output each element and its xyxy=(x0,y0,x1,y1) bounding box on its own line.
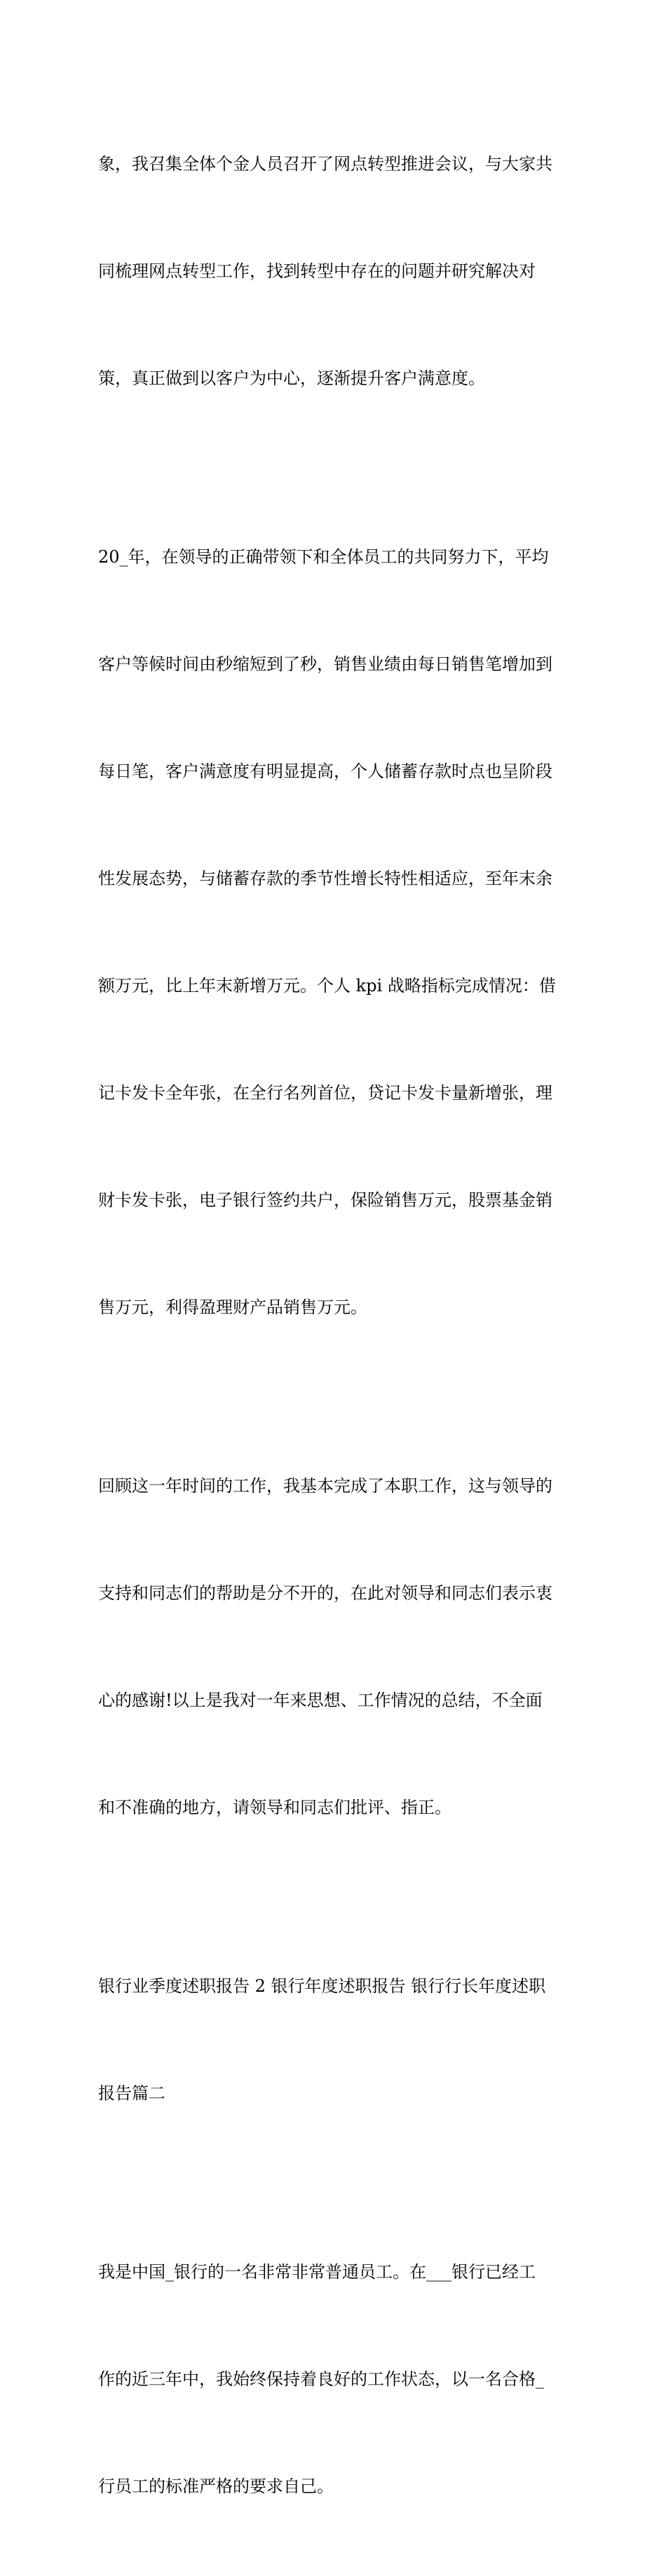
text-line: 同梳理网点转型工作，找到转型中存在的问题并研究解决对 xyxy=(98,261,536,281)
paragraph-1 xyxy=(98,75,569,468)
paragraph-5 xyxy=(98,2183,569,2576)
paragraph-2 xyxy=(98,468,569,1397)
text-line: 性发展态势，与储蓄存款的季节性增长特性相适应，至年末余 xyxy=(98,869,552,888)
text-line: 银行业季度述职报告 2 银行年度述职报告 银行行长年度述职 xyxy=(98,1976,546,1996)
text-line: 报告篇二 xyxy=(98,2083,165,2103)
text-line: 我是中国_银行的一名非常非常普通员工。在___银行已经工 xyxy=(98,2262,536,2282)
text-line: 财卡发卡张，电子银行签约共户，保险销售万元，股票基金销 xyxy=(98,1190,552,1210)
text-line: 记卡发卡全年张，在全行名列首位，贷记卡发卡量新增张，理 xyxy=(98,1083,552,1103)
text-line: 客户等候时间由秒缩短到了秒，销售业绩由每日销售笔增加到 xyxy=(98,654,552,674)
text-line: 作的近三年中，我始终保持着良好的工作状态，以一名合格_ xyxy=(98,2369,544,2389)
paragraph-3 xyxy=(98,1397,569,1897)
text-line: 象，我召集全体个金人员召开了网点转型推进会议，与大家共 xyxy=(98,154,552,174)
text-line: 每日笔，客户满意度有明显提高，个人储蓄存款时点也呈阶段 xyxy=(98,762,552,781)
text-line: 行员工的标准严格的要求自己。 xyxy=(98,2477,334,2496)
text-line: 策，真正做到以客户为中心，逐渐提升客户满意度。 xyxy=(98,369,485,388)
text-line: 额万元，比上年末新增万元。个人 kpi 战略指标完成情况：借 xyxy=(98,976,556,996)
text-line: 20_年，在领导的正确带领下和全体员工的共同努力下，平均 xyxy=(98,547,549,567)
text-line: 回顾这一年时间的工作，我基本完成了本职工作，这与领导的 xyxy=(98,1476,552,1496)
text-line: 支持和同志们的帮助是分不开的，在此对领导和同志们表示衷 xyxy=(98,1583,552,1603)
text-line: 售万元，利得盈理财产品销售万元。 xyxy=(98,1297,367,1317)
document-body xyxy=(98,75,569,2576)
section-heading xyxy=(98,1897,569,2183)
text-line: 心的感谢!以上是我对一年来思想、工作情况的总结，不全面 xyxy=(98,1690,543,1710)
text-line: 和不准确的地方，请领导和同志们批评、指正。 xyxy=(98,1798,451,1817)
